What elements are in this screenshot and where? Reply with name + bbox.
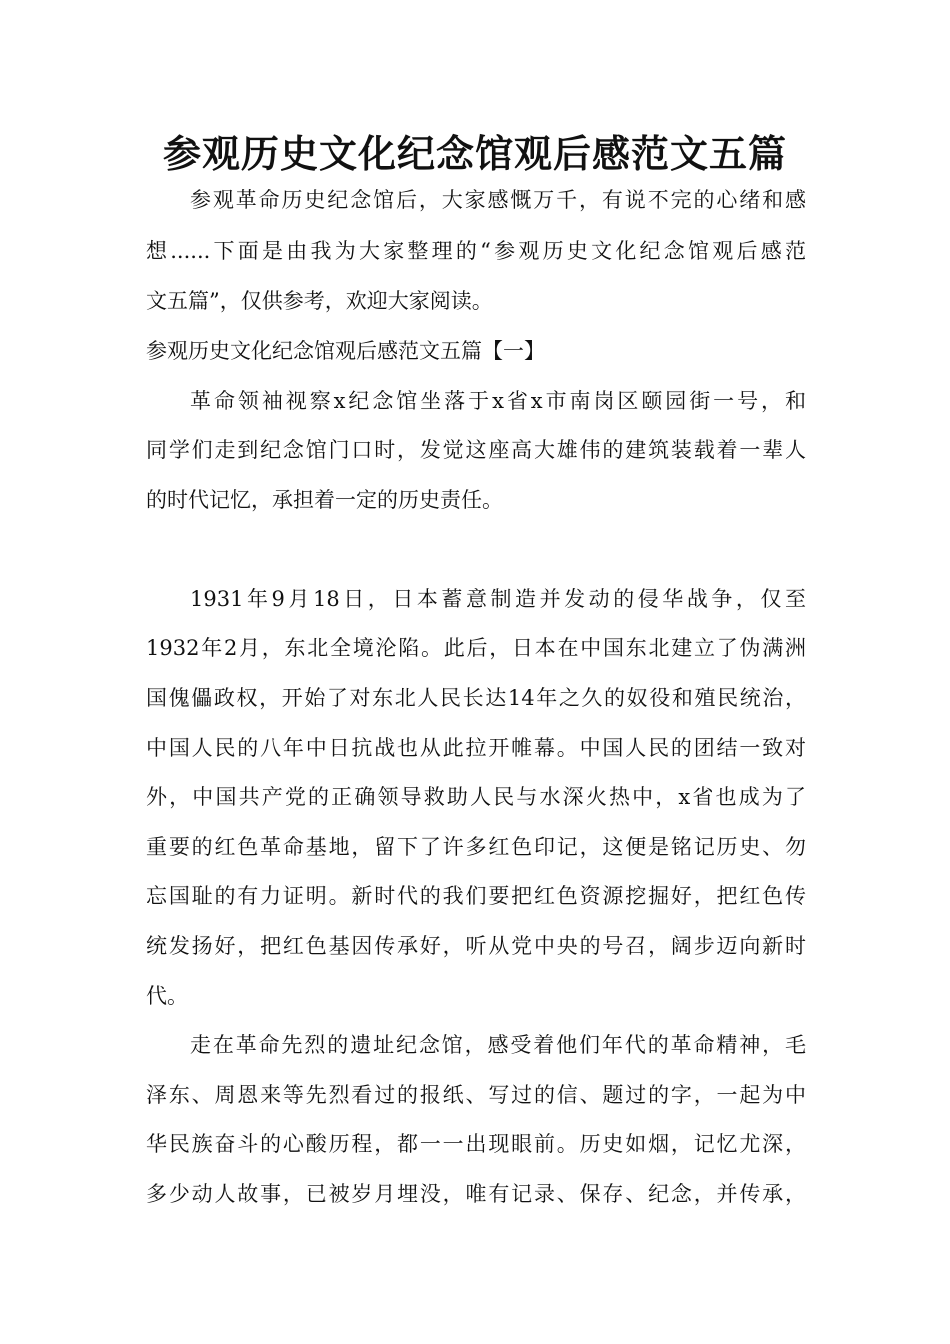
paragraph-line: 的时代记忆，承担着一定的历史责任。: [146, 488, 503, 512]
paragraph-line: 1932年2月，东北全境沦陷。此后，日本在中国东北建立了伪满洲: [146, 636, 806, 660]
document-title: 参观历史文化纪念馆观后感范文五篇: [162, 132, 787, 176]
intro-line: 想......下面是由我为大家整理的“参观历史文化纪念馆观后感范: [146, 239, 806, 263]
paragraph-line: 泽东、周恩来等先烈看过的报纸、写过的信、题过的字，一起为中: [146, 1083, 806, 1107]
paragraph-line: 多少动人故事，已被岁月埋没，唯有记录、保存、纪念，并传承，: [146, 1182, 806, 1206]
paragraph-line: 革命领袖视察x纪念馆坐落于x省x市南岗区颐园街一号，和: [190, 389, 806, 413]
intro-line: 文五篇”，仅供参考，欢迎大家阅读。: [146, 289, 493, 313]
paragraph-line: 华民族奋斗的心酸历程，都一一出现眼前。历史如烟，记忆尤深，: [146, 1132, 806, 1156]
paragraph-line: 1931年9月18日，日本蓄意制造并发动的侵华战争，仅至: [190, 587, 806, 611]
paragraph-line: 重要的红色革命基地，留下了许多红色印记，这便是铭记历史、勿: [146, 835, 806, 859]
paragraph-line: 中国人民的八年中日抗战也从此拉开帷幕。中国人民的团结一致对: [146, 736, 806, 760]
paragraph-line: 统发扬好，把红色基因传承好，听从党中央的号召，阔步迈向新时: [146, 934, 806, 958]
paragraph-line: 外，中国共产党的正确领导救助人民与水深火热中，x省也成为了: [146, 785, 806, 809]
paragraph-line: 走在革命先烈的遗址纪念馆，感受着他们年代的革命精神，毛: [190, 1033, 806, 1057]
paragraph-line: 代。: [146, 984, 188, 1008]
intro-line: 参观革命历史纪念馆后，大家感慨万千，有说不完的心绪和感: [190, 188, 806, 212]
paragraph-line: 国傀儡政权，开始了对东北人民长达14年之久的奴役和殖民统治，: [146, 686, 806, 710]
paragraph-line: 忘国耻的有力证明。新时代的我们要把红色资源挖掘好，把红色传: [146, 884, 806, 908]
section-heading: 参观历史文化纪念馆观后感范文五篇【一】: [146, 339, 545, 363]
paragraph-line: 同学们走到纪念馆门口时，发觉这座高大雄伟的建筑装载着一辈人: [146, 438, 806, 462]
